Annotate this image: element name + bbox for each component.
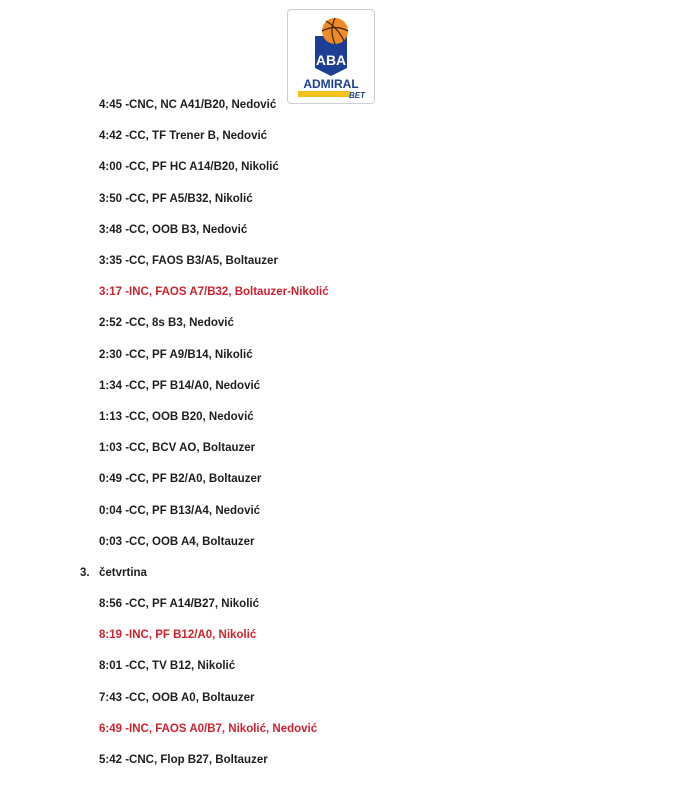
log-entry: 3:50 -CC, PF A5/B32, Nikolić (99, 192, 253, 205)
log-entry: 3:35 -CC, FAOS B3/A5, Boltauzer (99, 255, 278, 267)
log-entry: 1:34 -CC, PF B14/A0, Nedović (99, 379, 261, 392)
log-entry: 0:49 -CC, PF B2/A0, Boltauzer (99, 473, 262, 486)
log-entry: 4:45 -CNC, NC A41/B20, Nedović (99, 99, 277, 111)
section-title: četvrtina (99, 567, 147, 579)
section-number: 3. (80, 567, 90, 579)
log-entry: 1:03 -CC, BCV AO, Boltauzer (99, 442, 256, 455)
log-entry: 0:03 -CC, OOB A4, Boltauzer (99, 535, 255, 548)
log-entry: 1:13 -CC, OOB B20, Nedović (99, 411, 254, 423)
log-entry: 8:01 -CC, TV B12, Nikolić (99, 660, 236, 673)
logo-admiral-text: ADMIRAL (303, 77, 359, 91)
logo-aba-text: ABA (315, 52, 347, 68)
log-entry: 3:48 -CC, OOB B3, Nedović (99, 223, 248, 236)
log-entry: 7:43 -CC, OOB A0, Boltauzer (99, 691, 255, 704)
logo-bet-text: BET (349, 91, 365, 100)
log-entry: 4:00 -CC, PF HC A14/B20, Nikolić (99, 161, 279, 174)
log-entry: 0:04 -CC, PF B13/A4, Nedović (99, 504, 261, 517)
log-entry: 4:42 -CC, TF Trener B, Nedović (99, 130, 268, 143)
log-entry-incorrect: 6:49 -INC, FAOS A0/B7, Nikolić, Nedović (99, 722, 318, 735)
log-entry-incorrect: 3:17 -INC, FAOS A7/B32, Boltauzer-Nikolić (99, 286, 329, 299)
log-entry: 2:52 -CC, 8s B3, Nedović (99, 317, 234, 330)
log-entry-incorrect: 8:19 -INC, PF B12/A0, Nikolić (99, 629, 257, 642)
log-entry: 5:42 -CNC, Flop B27, Boltauzer (99, 754, 268, 766)
log-entry: 2:30 -CC, PF A9/B14, Nikolić (99, 348, 253, 361)
log-entry: 8:56 -CC, PF A14/B27, Nikolić (99, 598, 259, 610)
